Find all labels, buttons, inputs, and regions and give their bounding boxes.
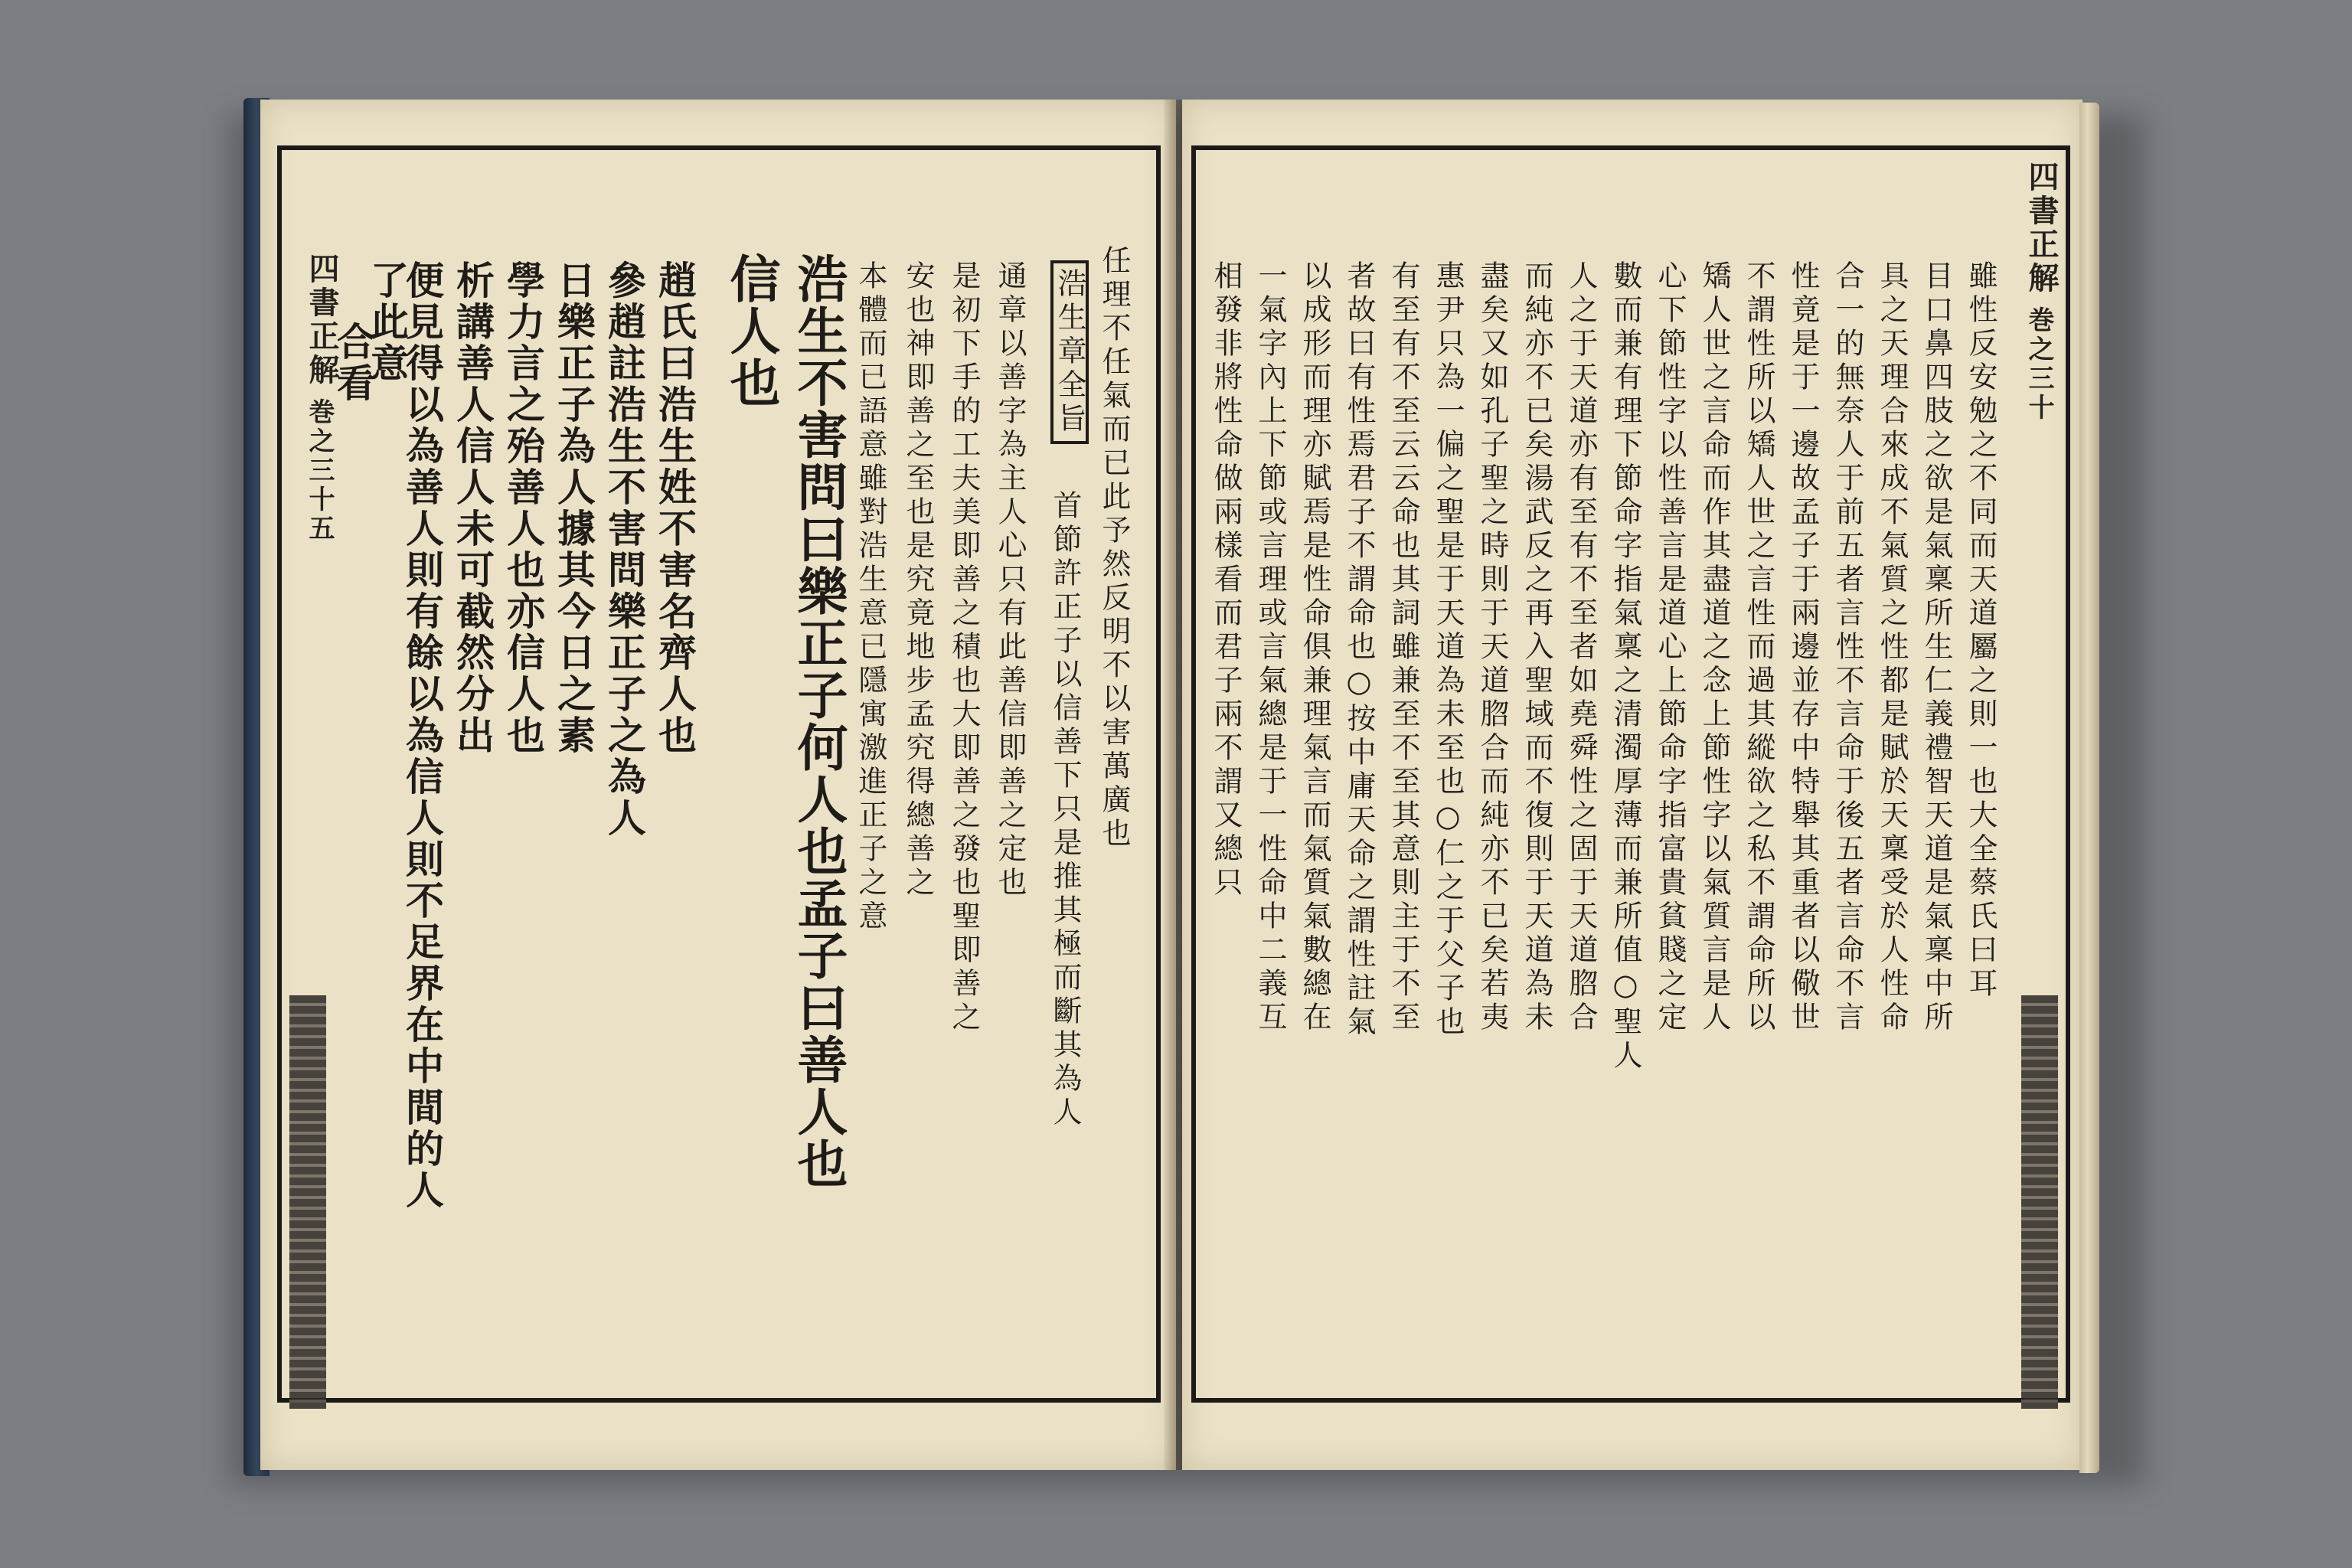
chapter-label: 浩生章全旨	[1050, 260, 1089, 444]
right-col-3: 具之天理合來成不氣質之性都是賦於天稟受於人性命	[1875, 260, 1909, 1035]
left-col-a: 任理不任氣而已此予然反明不以害萬廣也	[1097, 245, 1131, 851]
right-col-1: 雖性反安勉之不同而天道屬之則一也大全蔡氏曰耳	[1964, 260, 1998, 1001]
right-col-2: 目口鼻四肢之欲是氣稟所生仁義禮智天道是氣稟中所	[1919, 260, 1953, 1035]
right-col-5: 性竟是于一邊故孟子于兩邊並存中特舉其重者以儆世	[1786, 260, 1820, 1035]
left-col-l: 便見得以為善人則有餘以為信人則不足界在中間的人	[400, 260, 445, 1211]
right-col-14: 有至有不至云云命也其詞雖兼至不至其意則主于不至	[1387, 260, 1420, 1035]
left-col-g: 趙氏曰浩生姓不害名齊人也	[652, 260, 697, 756]
left-col-d: 是初下手的工夫美即善之積也大即善之發也聖即善之	[947, 260, 981, 1035]
left-main-heading-2: 信人也	[721, 253, 781, 409]
left-col-c: 通章以善字為主人心只有此善信即善之定也	[993, 260, 1027, 900]
right-col-13: 惠尹只為一偏之聖是于天道為未至也○仁之于父子也	[1431, 260, 1465, 1040]
right-col-15: 者故曰有性焉君子不謂命也○按中庸天命之謂性註氣	[1342, 260, 1376, 1040]
left-col-f: 本體而已語意雖對浩生意已隱寓激進正子之意	[854, 260, 887, 934]
right-col-17: 一氣字內上下節或言理或言氣總是于一性命中二義互	[1253, 260, 1287, 1035]
right-col-8: 心下節性字以性善言是道心上節命字指富貴貧賤之定	[1653, 260, 1687, 1035]
left-col-b-label	[1050, 260, 1089, 436]
right-col-18: 相發非將性命做兩樣看而君子兩不謂又總只	[1209, 260, 1243, 900]
left-col-h: 參趙註浩生不害問樂正子之為人	[602, 260, 647, 839]
left-col-n: 合看	[331, 322, 376, 404]
page-block-edge	[2079, 103, 2099, 1473]
right-col-16: 以成形而理亦賦焉是性命俱兼理氣言而氣質氣數總在	[1298, 260, 1331, 1035]
right-col-6: 不謂性所以矯人世之言性而過其縱欲之私不謂命所以	[1742, 260, 1775, 1035]
right-col-4: 合一的無奈人于前五者言性不言命于後五者言命不言	[1831, 260, 1864, 1035]
left-col-m: 了此意	[364, 260, 410, 384]
right-fold-strip	[2021, 995, 2058, 1409]
right-col-11: 而純亦不已矣湯武反之再入聖域而不復則于天道為未	[1520, 260, 1553, 1035]
left-col-b: 首節許正子以信善下只是推其極而斷其為人	[1048, 490, 1082, 1130]
left-col-j: 學力言之殆善人也亦信人也	[501, 260, 546, 756]
left-margin-title: 四書正解	[304, 253, 340, 387]
left-col-k: 析講善人信人未可截然分出	[450, 260, 495, 756]
left-col-i: 日樂正子為人據其今日之素	[551, 260, 596, 756]
left-main-heading: 浩生不害問曰樂正子何人也孟子曰善人也	[789, 253, 848, 1190]
right-col-9: 數而兼有理下節命字指氣稟之清濁厚薄而兼所值○聖人	[1609, 260, 1642, 1073]
left-col-e: 安也神即善之至也是究竟地步孟究得總善之	[901, 260, 935, 900]
left-fold-strip	[289, 995, 326, 1409]
right-col-10: 人之于天道亦有至有不至者如堯舜性之固于天道脗合	[1564, 260, 1598, 1035]
right-col-7: 矯人世之言命而作其盡道之念上節性字以氣質言是人	[1697, 260, 1731, 1035]
left-margin-subtitle: 巻之三十五	[304, 398, 335, 544]
right-margin-subtitle: 巻之三十	[2024, 306, 2054, 423]
right-margin-title: 四書正解	[2024, 161, 2060, 296]
right-col-12: 盡矣又如孔子聖之時則于天道脗合而純亦不已矣若夷	[1475, 260, 1509, 1035]
